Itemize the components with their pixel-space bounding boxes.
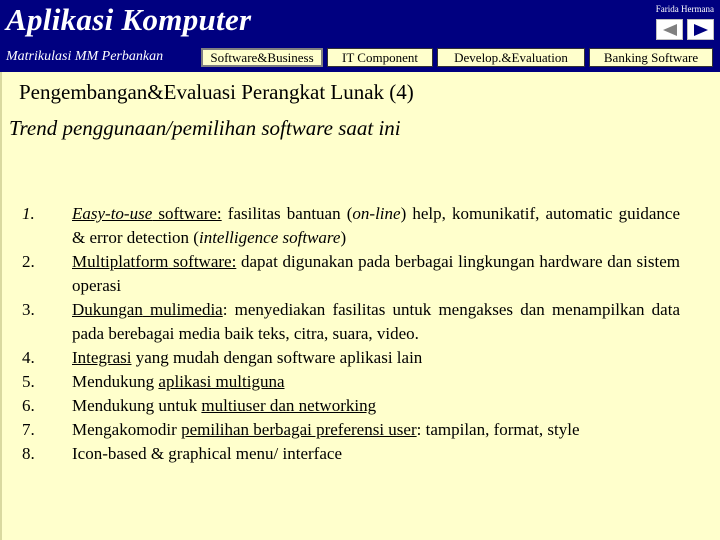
item-term: software: [152, 204, 222, 223]
item-text [72, 346, 680, 370]
tab-banking-software[interactable]: Banking Software [589, 48, 713, 67]
item-term: aplikasi multiguna [158, 372, 285, 391]
section-subheading: Trend penggunaan/pemilihan software saat ini [9, 116, 401, 140]
item-desc: ) help, komunikatif, automatic guidance & error detection ( [72, 204, 680, 247]
item-text [72, 394, 680, 418]
item-number: 8. [22, 444, 35, 463]
item-term: Dukungan [72, 300, 143, 319]
right-triangle-icon [692, 23, 710, 37]
item-text [72, 298, 680, 346]
item-term: multiuser dan networking [201, 396, 377, 415]
trend-list [22, 202, 680, 466]
item-desc: Mengakomodir [72, 420, 182, 439]
list-item [22, 418, 680, 442]
nav-arrows [656, 19, 714, 40]
next-slide-button[interactable] [687, 19, 714, 40]
item-number: 5. [22, 372, 35, 391]
left-divider [0, 72, 2, 540]
item-desc: Mendukung untuk [72, 396, 202, 415]
author-name: Farida Hermana [655, 4, 714, 14]
item-desc: Mendukung [72, 372, 159, 391]
item-term: Easy-to-use [72, 204, 153, 223]
item-text [72, 202, 680, 250]
list-item [22, 298, 680, 346]
item-number: 7. [22, 420, 35, 439]
list-item [22, 346, 680, 370]
item-number: 4. [22, 348, 35, 367]
list-item [22, 250, 680, 298]
item-number: 2. [22, 252, 35, 271]
item-text [72, 442, 680, 466]
list-item [22, 394, 680, 418]
item-number: 1. [22, 204, 35, 223]
tab-develop-evaluation[interactable]: Develop.&Evaluation [437, 48, 585, 67]
tab-it-component[interactable]: IT Component [327, 48, 433, 67]
prev-slide-button[interactable] [656, 19, 683, 40]
item-desc: fasilitas bantuan ( [221, 204, 353, 223]
item-desc: yang mudah dengan software aplikasi lain [131, 348, 423, 367]
item-desc: : menyediakan fasilitas untuk mengakses dan menampilkan data pada berebagai media baik teks, citra, suara, video. [72, 300, 680, 343]
item-term: Multiplatform [72, 252, 169, 271]
item-text [72, 418, 680, 442]
item-desc: : tampilan, format, style [416, 420, 580, 439]
course-subtitle: Matrikulasi MM Perbankan [6, 49, 164, 64]
item-desc: dapat digunakan pada berbagai lingkungan hardware dan sistem operasi [72, 252, 680, 295]
item-text [72, 370, 680, 394]
item-desc: ) [340, 228, 347, 247]
left-triangle-icon [661, 23, 679, 37]
item-term: pemilihan berbagai preferensi user [181, 420, 417, 439]
tab-software-business[interactable]: Software&Business [201, 48, 323, 67]
item-term: software: [168, 252, 237, 271]
list-item [22, 370, 680, 394]
item-text [72, 250, 680, 298]
item-number: 3. [22, 300, 35, 319]
item-number: 6. [22, 396, 35, 415]
list-item [22, 202, 680, 250]
item-desc: intelligence software [198, 228, 341, 247]
item-desc: Icon-based & graphical menu/ interface [72, 444, 342, 463]
header-bar [0, 0, 720, 72]
item-term: mulimedia [142, 300, 223, 319]
list-item [22, 442, 680, 466]
item-term: Integrasi [72, 348, 132, 367]
page-heading: Pengembangan&Evaluasi Perangkat Lunak (4) [19, 80, 414, 104]
item-desc: on-line [352, 204, 401, 223]
app-title: Aplikasi Komputer [6, 2, 252, 37]
